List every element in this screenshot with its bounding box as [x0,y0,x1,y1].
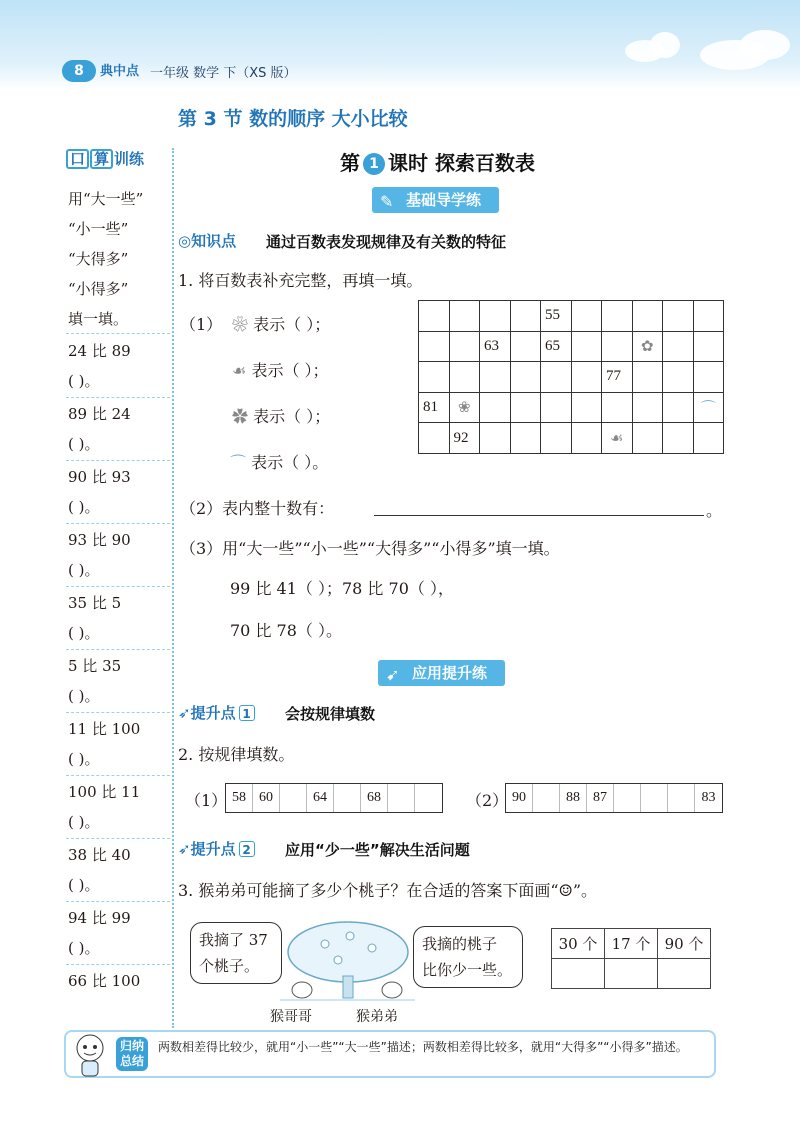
summary-text: 两数相差得比较少，就用“小一些”“大一些”描述；两数相差得比较多，就用“大得多”“小得多”描述。 [158,1040,688,1054]
lesson-number: 1 [363,153,385,175]
seq2-label: （2） [466,791,509,810]
sequence-cell [641,784,668,812]
sequence-cell [668,784,695,812]
sidebar-expr: 93 比 90 [68,531,131,549]
divider [66,460,170,461]
sidebar-blank: ( )。 [68,498,100,516]
sequence-cell [280,784,307,812]
sidebar-blank: ( )。 [68,750,100,768]
section-title: 第 3 节 数的顺序 大小比较 [178,108,408,130]
page-number: 8 [62,60,96,82]
sidebar-blank: ( )。 [68,435,100,453]
question-1-title: 1. 将百数表补充完整，再填一填。 [178,271,423,290]
sidebar-expr: 89 比 24 [68,405,131,423]
summary-label: 归纳总结 [116,1037,148,1071]
pig-icon: ❀ [232,315,249,334]
rocket-icon: ➹ [386,665,400,684]
answer-mark-cell[interactable] [605,959,658,989]
sidebar-expr: 100 比 11 [68,783,141,801]
mouse-icon: ⌒ [230,453,247,472]
sidebar-expr: 38 比 40 [68,846,131,864]
rabbit-icon: ☙ [602,423,633,454]
q1-part3-line1: 99 比 41（ ）；78 比 70（ ）， [230,579,454,598]
divider [66,838,170,839]
q1-part3: （3）用“大一些”“小一些”“大得多”“小得多”填一填。 [180,539,560,558]
book-info: 一年级 数学 下（XS 版） [150,66,297,81]
represent-row: ☙ 表示（ ）； [232,361,329,380]
cloud-decoration [650,32,680,58]
grid-cell: 77 [602,362,633,393]
improvement-point-text: 应用“少一些”解决生活问题 [285,841,470,859]
chick-icon: ✿ [232,407,249,426]
sidebar-blank: ( )。 [68,687,100,705]
sidebar-expr: 5 比 35 [68,657,122,675]
grid-row [419,331,724,362]
sidebar-blank: ( )。 [68,939,100,957]
represent-row: ✿ 表示（ ）； [232,407,331,426]
question-3-title: 3. 猴弟弟可能摘了多少个桃子？在合适的答案下面画“☺”。 [178,881,598,900]
sidebar-title: 口 算 训练 [66,148,144,169]
target-icon: ◎ [178,232,192,250]
sidebar-instruction: 填一填。 [68,310,129,328]
rocket-icon: ➶ [178,840,191,858]
monkey-small-label: 猴弟弟 [356,1009,398,1025]
divider [66,333,170,334]
divider [66,586,170,587]
knowledge-point-text: 通过百数表发现规律及有关数的特征 [266,233,507,251]
sidebar-expr: 90 比 93 [68,468,131,486]
divider [66,775,170,776]
mouse-icon: ⌒ [693,392,724,423]
grid-cell: 63 [480,331,511,362]
grid-row [419,301,724,332]
grid-row [419,362,724,393]
seq1-label: （1） [185,791,228,810]
divider [66,712,170,713]
section-ribbon-basic: ✎ 基础导学练 [372,187,499,213]
sequence-cell [388,784,415,812]
sidebar-blank: ( )。 [68,561,100,579]
sidebar-blank: ( )。 [68,813,100,831]
sequence-cell [415,784,442,812]
grid-cell: 81 [419,392,450,423]
grid-cell: 92 [449,423,480,454]
sequence-cell: 64 [307,784,334,812]
grid-cell: 65 [541,331,572,362]
sidebar-blank: ( )。 [68,624,100,642]
section-ribbon-applied: ➹ 应用提升练 [378,660,505,686]
mascot-icon [70,1032,110,1078]
grid-cell: 55 [541,301,572,332]
improvement-point-text: 会按规律填数 [285,705,376,723]
divider [66,523,170,524]
chick-icon: ✿ [632,331,663,362]
cloud-decoration [740,30,790,60]
speech-bubble-right: 我摘的桃子 比你少一些。 [413,926,523,988]
hundred-chart [418,300,724,454]
q1-part2-end: 。 [706,501,723,520]
sidebar-instruction: “大得多” [68,250,129,268]
divider [66,397,170,398]
sidebar-blank: ( )。 [68,372,100,390]
sequence-cell [614,784,641,812]
answer-option: 17 个 [605,929,658,959]
sidebar-expr: 66 比 100 [68,972,141,990]
sequence-cell [533,784,560,812]
knowledge-point-label: ◎知识点 [178,232,237,250]
sequence-cell: 83 [701,790,716,805]
grid-row [419,392,724,423]
improvement-point-label: ➶提升点 2 [178,838,258,859]
divider [66,901,170,902]
pig-icon: ❀ [449,392,480,423]
sidebar-instruction: 用“大一些” [68,190,144,208]
q1-part3-line2: 70 比 78（ ）。 [230,621,342,640]
sidebar-expr: 35 比 5 [68,594,122,612]
lesson-title: 第 1 课时 探索百数表 [340,151,535,175]
answer-option: 30 个 [552,929,605,959]
sequence-cell: 68 [361,784,388,812]
divider [66,649,170,650]
question-2-title: 2. 按规律填数。 [178,745,295,764]
sidebar-divider [172,148,174,1028]
sequence-1 [225,783,443,813]
sequence-2 [505,783,723,813]
sequence-cell: 88 [560,784,587,812]
sidebar-expr: 24 比 89 [68,342,131,360]
q1-part1-label: （1） [180,315,223,334]
represent-row: ⌒ 表示（ ）。 [230,453,329,472]
grid-row [419,423,724,454]
q1-part2: （2）表内整十数有： [180,499,335,518]
sequence-cell [334,784,361,812]
monkey-big-label: 猴哥哥 [270,1009,312,1025]
answer-table [551,928,711,989]
speech-bubble-left: 我摘了 37 个桃子。 [190,922,282,984]
sequence-cell: 58 [226,784,253,812]
peach-tree-illustration [280,918,415,1003]
represent-row: ❀ 表示（ ）； [232,315,331,334]
sidebar-expr: 94 比 99 [68,909,131,927]
sequence-cell: 60 [253,784,280,812]
sidebar-instruction: “小得多” [68,280,129,298]
compass-icon: ✎ [380,192,394,211]
improvement-point-label: ➶提升点 1 [178,702,258,723]
answer-option: 90 个 [658,929,711,959]
brand-logo: 典中点 [100,64,140,79]
sidebar-expr: 11 比 100 [68,720,141,738]
sidebar-instruction: “小一些” [68,220,129,238]
rocket-icon: ➶ [178,704,191,722]
sidebar-blank: ( )。 [68,876,100,894]
answer-mark-cell[interactable] [552,959,605,989]
answer-mark-cell[interactable] [658,959,711,989]
divider [66,964,170,965]
sequence-cell: 87 [587,784,614,812]
rabbit-icon: ☙ [232,361,247,380]
sequence-cell: 90 [506,784,533,812]
answer-line [374,515,704,516]
